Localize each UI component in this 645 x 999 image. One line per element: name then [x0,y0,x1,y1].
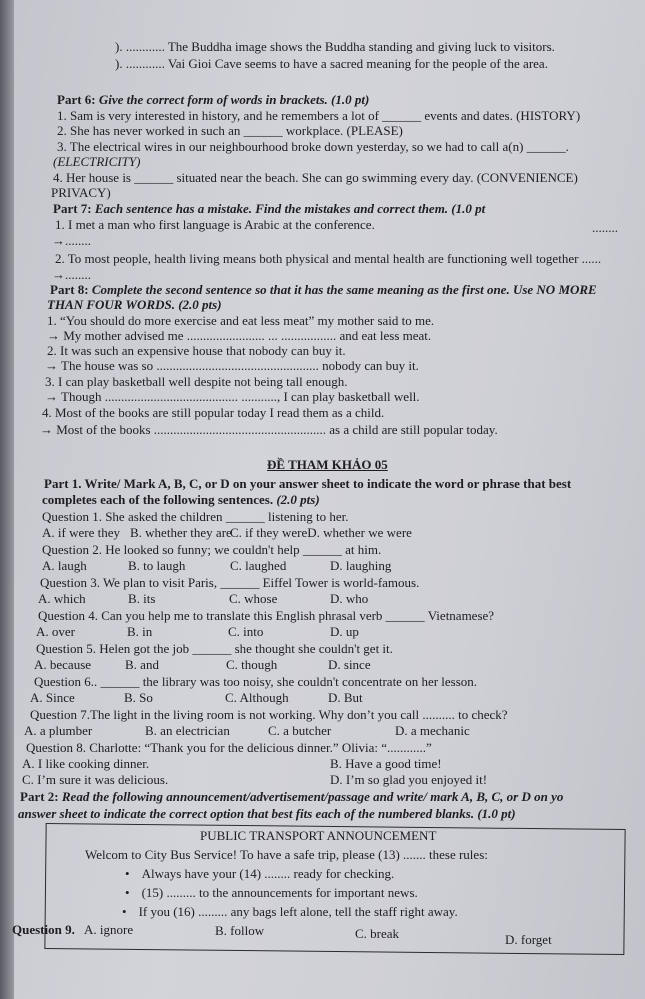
option: A. if were they [42,525,120,540]
option: C. laughed [230,558,287,573]
page-edge-shadow [0,0,14,999]
option: D. up [330,624,359,639]
part6-heading [57,92,369,107]
part6-item: 3. The electrical wires in our neighbourhood broke down yesterday, so we had to call a(n) ______. [57,139,569,154]
part8-heading [50,282,597,297]
part7-item: 2. To most people, health living means both physical and mental health are functioning well together ...... [55,251,602,266]
part-instruction: Read the following announcement/advertisement/passage and write/ mark A, B, C, or D on yo [61,789,564,804]
part1-heading-text: completes each of the following sentences. [42,492,274,507]
option: C. if they wereD. whether we were [230,525,412,540]
answer-dots: ........ [592,220,618,235]
part-instruction: Each sentence has a mistake. Find the mistakes and correct them. (1.0 pt [94,201,486,216]
option: C. a butcher [268,723,332,738]
question: Question 7.The light in the living room is not working. Why don’t you call .......... to check? [30,707,508,722]
part6-item: 1. Sam is very interested in history, and he remembers a lot of ______ events and dates. (HISTORY) [57,108,581,123]
part1-heading: Part 1. Write/ Mark A, B, C, or D on your answer sheet to indicate the word or phrase that best [44,476,572,491]
part-label: Part 6: [57,92,96,107]
option: B. an electrician [145,723,230,738]
option: B. So [124,690,153,705]
option: D. But [328,690,363,705]
part8-item: 3. I can play basketball well despite not being tall enough. [45,374,348,389]
part-instruction: Give the correct form of words in brackets. (1.0 pt) [98,92,370,107]
option: B. in [127,624,153,639]
part2-heading [20,789,563,804]
announcement-title: PUBLIC TRANSPORT ANNOUNCEMENT [200,828,437,843]
announcement-bullet: • If you (16) ......... any bags left alone, tell the staff right away. [122,904,458,919]
part2-heading-cont: answer sheet to indicate the correct option that best fits each of the numbered blanks. (1.0 pt) [18,806,516,821]
part6-item: 4. Her house is ______ situated near the beach. She can go swimming every day. (CONVENIENCE) [53,170,578,185]
question [42,509,349,524]
part8-item: 1. “You should do more exercise and eat less meat” my mother said to me. [47,313,435,328]
question: Question 5. Helen got the job ______ she thought she couldn't get it. [36,641,393,656]
option: B. follow [215,923,265,938]
option: B. its [128,591,156,606]
part7-heading [53,201,485,216]
announcement-intro: Welcom to City Bus Service! To have a safe trip, please (13) ....... these rules: [85,847,488,862]
part-instruction: Complete the second sentence so that it has the same meaning as the first one. Use NO MORE [91,282,597,297]
announcement-bullet: • Always have your (14) ........ ready for checking. [125,866,394,881]
option: C. Although [225,690,289,705]
part8-answer: → Most of the books ..................................................... as a child are still popular today. [40,422,498,437]
answer-line: →........ [52,233,91,248]
part-label: Part 8: [50,282,89,297]
option: C. break [355,926,400,941]
part1-points: (2.0 pts) [276,492,320,507]
part6-item: (ELECTRICITY) [53,154,141,169]
option: D. laughing [330,558,392,573]
part8-answer: → My mother advised me ........................ ... ................. and eat less meat. [47,328,432,343]
option: A. ignore [84,922,134,937]
option: D. since [328,657,371,672]
option: C. though [226,657,278,672]
option: A. Since [30,690,75,705]
announcement-bullet: • (15) ......... to the announcements for important news. [125,885,418,900]
option: A. I like cooking dinner. [22,756,150,771]
option: B. to laugh [128,558,186,573]
option: D. a mechanic [395,723,470,738]
option: A. a plumber [24,723,93,738]
option: D. forget [505,932,552,947]
part6-item: PRIVACY) [51,185,111,200]
answer-line: →........ [52,267,91,282]
part5-item: ). ............ Vai Gioi Cave seems to have a sacred meaning for the people of the area. [115,56,548,71]
option: C. I’m sure it was delicious. [22,772,169,787]
option: B. Have a good time! [330,756,442,771]
test-title: ĐỀ THAM KHẢO 05 [267,457,388,472]
option: C. into [228,624,264,639]
question-text: Question 1. She asked the children ______ listening to her. [42,509,349,524]
option: A. laugh [42,558,87,573]
part5-item: ). ............ The Buddha image shows the Buddha standing and giving luck to visitors. [115,39,555,54]
option: A. because [34,657,92,672]
question: Question 4. Can you help me to translate this English phrasal verb ______ Vietnamese? [38,608,495,623]
option: B. whether they are [130,525,232,540]
question: Question 3. We plan to visit Paris, ______ Eiffel Tower is world-famous. [40,575,420,590]
option: A. over [36,624,75,639]
option: D. I’m so glad you enjoyed it! [330,772,488,787]
part8-answer: → Though ......................................... ..........., I can play basketball well. [45,389,420,404]
part8-item: 2. It was such an expensive house that nobody can buy it. [47,343,346,358]
option: B. and [125,657,159,672]
part-label: Part 2: [20,789,59,804]
part8-answer: → The house was so .................................................. nobody can buy it. [45,358,419,373]
question: Question 8. Charlotte: “Thank you for the delicious dinner.” Olivia: “............” [26,740,432,755]
part1-heading-cont [42,492,320,507]
part-label: Part 7: [53,201,92,216]
part6-item: 2. She has never worked in such an ______ workplace. (PLEASE) [57,123,403,138]
question: Question 2. He looked so funny; we couldn't help ______ at him. [42,542,382,557]
option: A. which [38,591,86,606]
part8-item: 4. Most of the books are still popular today I read them as a child. [42,405,385,420]
option: C. whose [229,591,278,606]
part7-item: 1. I met a man who first language is Arabic at the conference. [55,217,375,232]
part8-heading-cont: THAN FOUR WORDS. (2.0 pts) [47,297,222,312]
question-9-label: Question 9. [12,922,75,937]
question: Question 6.. ______ the library was too noisy, she couldn't concentrate on her lesson. [34,674,478,689]
option: D. who [330,591,369,606]
